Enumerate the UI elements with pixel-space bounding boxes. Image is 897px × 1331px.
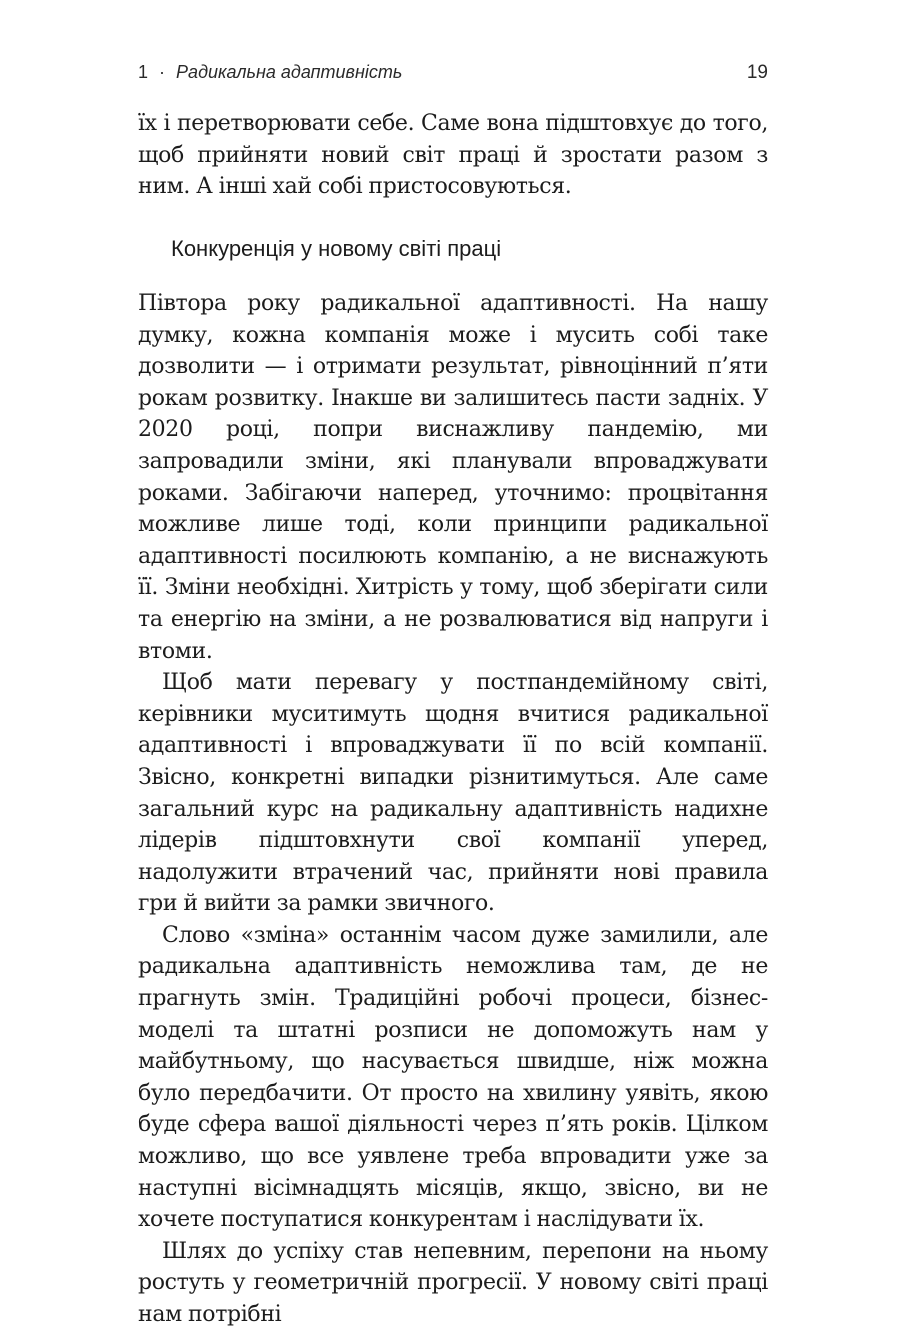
chapter-reference [138,62,402,83]
chapter-title: Радикальна адаптивність [176,62,403,82]
running-header [138,62,768,92]
continuation-text [138,108,768,203]
paragraph-4: Шлях до успіху став непевним, перепони на ньому ростуть у геометричній прогресії. У новому світі праці нам потрібні [138,1238,768,1327]
header-separator: · [159,62,166,82]
paragraph-3: Слово «зміна» останнім часом дуже замилили, але радикальна адаптивність неможлива там, де не прагнуть змін. Традиційні робочі процеси, бізнес-моделі та штатні розписи не допоможуть нам у майбутньому, що насувається швидше, ніж можна було передбачити. От просто на хвилину уявіть, якою буде сфера вашої діяльності через п’ять років. Цілком можливо, що все уявлене треба впровадити уже за наступні вісімнадцять місяців, якщо, звісно, ви не хочете поступатися конкурентам і наслідувати їх. [138,922,768,1233]
page-number: 19 [746,62,768,83]
paragraph-2: Щоб мати перевагу у постпандемійному світі, керівники муситимуть щодня вчитися радикальної адаптивності і впроваджувати її по всій компанії. Звісно, конкретні випадки різнитимуться. Але саме загальний курс на радикальну адаптивність надихне лідерів підштовхнути свої компанії уперед, надолужити втрачений час, прийняти нові правила гри й вийти за рамки звичного. [138,670,768,917]
section-heading: Конкуренція у новому світі праці [171,236,502,261]
continuation-paragraph: їх і перетворювати себе. Саме вона підштовхує до того, щоб прийняти новий світ праці й зростати разом з ним. А інші хай собі пристосовуються. [138,111,768,200]
section-body [138,288,768,1331]
paragraph-1: Півтора року радикальної адаптивності. На нашу думку, кожна компанія може і мусить собі таке дозволити — і отримати результат, рівноцінний п’яти рокам розвитку. Інакше ви залишитесь пасти задніх. У 2020 році, попри виснажливу пандемію, ми запровадили зміни, які планували впроваджувати роками. Забігаючи наперед, уточнимо: процвітання можливе лише тоді, коли принципи радикальної адаптивності посилюють компанію, а не виснажують її. Зміни необхідні. Хитрість у тому, щоб зберігати сили та енергію на зміни, а не розвалюватися від напруги і втоми. [138,291,768,664]
chapter-number: 1 [138,62,149,82]
